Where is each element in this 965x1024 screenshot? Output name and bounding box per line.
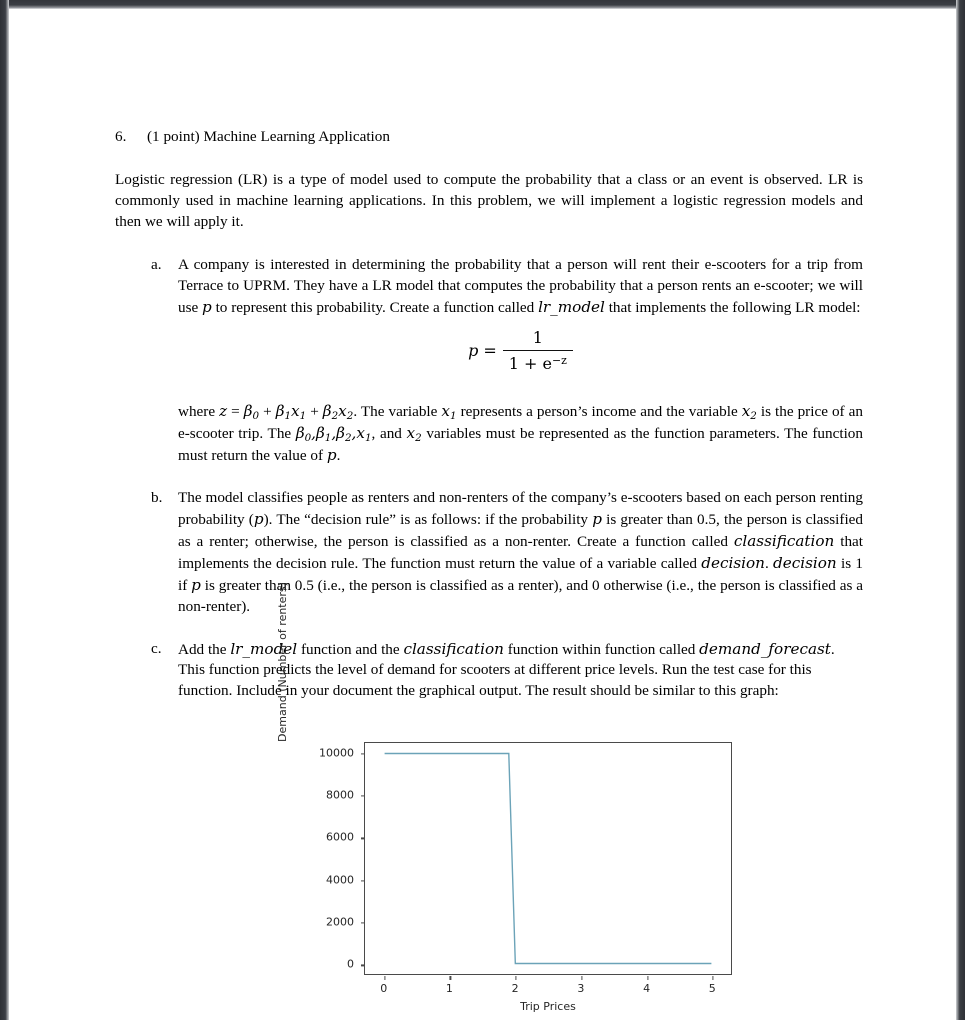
var-p: p [202, 297, 212, 316]
chart-y-tick: 10000 [319, 746, 354, 760]
chart-y-tick: 6000 [326, 830, 354, 844]
equation-inner [468, 327, 573, 376]
chart-x-tick-mark [647, 976, 648, 980]
chart-plot-area [364, 742, 732, 975]
fn-classification: classification [733, 531, 835, 550]
list-item [115, 488, 863, 618]
question-title [147, 127, 390, 148]
document-body [115, 127, 863, 723]
list-item-b-body: The model classifies people as renters and non-renters of the company’s e-scooters based on each person renting probability (p). The “decision rule” is as follows: if the probability p is greater than 0.5, the person is classified as a renter; otherwise, the person is classified as a non-renter. Create a function called classification that implements the decision rule. The function must return the value of a variable called decision. decision is 1 if p is greater than 0.5 (i.e., the person is classified as a renter), and 0 otherwise (i.e., the person is classified as a non-renter). [178, 488, 863, 615]
chart-y-tick: 8000 [326, 788, 354, 802]
denominator-exponent: −z [552, 354, 567, 368]
viewer-right-border [956, 0, 965, 1021]
sub-question-list [115, 255, 863, 703]
var-x2b: $x_2$ [406, 423, 422, 444]
list-marker-a: a. [151, 255, 162, 273]
var-p3: p [253, 509, 264, 528]
viewer-left-border [0, 0, 9, 1021]
chart-x-tick: 3 [577, 982, 585, 995]
fn-decision: decision [701, 553, 765, 572]
list-marker-c: c. [151, 639, 162, 657]
question-title-text: Machine Learning Application [203, 128, 390, 145]
equation-equals: = [483, 340, 497, 360]
chart-y-axis-label: Demand (Number of renters) [276, 582, 289, 742]
fn-decision-2: decision [773, 553, 837, 572]
var-beta2x2: $\beta_2x_2$ [322, 401, 354, 422]
chart-y-tick: 2000 [326, 915, 354, 929]
chart-x-axis-label: Trip Prices [520, 1000, 576, 1013]
var-beta0: $\beta_0$ [243, 401, 260, 422]
question-heading [115, 127, 863, 148]
list-marker-b: b. [151, 488, 163, 506]
chart-y-tick: 4000 [326, 873, 354, 887]
var-beta1x1: $\beta_1x_1$ [275, 401, 307, 422]
chart-x-tick-mark [713, 976, 714, 980]
viewer-bottom-border [0, 1020, 965, 1024]
chart-x-tick: 1 [445, 982, 453, 995]
chart-x-tick-mark [450, 976, 451, 980]
fn-demand-forecast: demand_forecast [699, 639, 831, 658]
var-x1: $x_1$ [441, 401, 457, 422]
fn-lr-model: lr_model [538, 297, 605, 316]
item-a-where-text: where $z = \beta_0 + \beta_1x_1 + \beta_2x_2$. The variable $x_1$ represents a person’s income and the variable $x_2$ is the price of an e-scooter trip. The $\beta_0,\beta_1,\beta_2,x_1$, and $x_2$ variables must be represented as the function parameters. The function must return the value of p. [178, 401, 863, 464]
equation-lhs: p [468, 340, 479, 360]
equation-denominator [503, 351, 573, 375]
list-item-a-body [178, 255, 863, 467]
viewer-top-border [0, 0, 965, 9]
chart-line-demand [385, 753, 712, 963]
denominator-prefix: 1 + e [508, 353, 553, 373]
var-p4: p [592, 509, 602, 528]
chart-x-tick: 5 [708, 982, 716, 995]
chart-x-tick: 0 [380, 982, 388, 995]
var-beta-list: $\beta_0,\beta_1,\beta_2,x_1$ [295, 423, 372, 444]
var-p5: p [191, 575, 201, 594]
equation-numerator: 1 [532, 327, 543, 347]
list-item-c-body: Add the lr_model function and the classification function within function called demand_forecast. This function predicts the level of demand for scooters at different price levels. Run the test case for this function. Include in your document the graphical output. The result should be similar to this graph: [178, 639, 835, 700]
fn-classification-2: classification [403, 639, 504, 658]
lr-equation [178, 323, 863, 379]
chart-x-tick-mark [581, 976, 582, 980]
item-a-text: A company is interested in determining the probability that a person will rent their e-scooters for a trip from Terrace to UPRM. They have a LR model that computes the probability that a person rents an e-scooter; we will use p to represent this probability. Create a function called lr_model that implements the following LR model: [178, 255, 863, 316]
var-p2: p [326, 445, 337, 464]
chart-series-line [365, 743, 731, 974]
var-z: z [219, 401, 228, 420]
chart-x-tick: 2 [511, 982, 519, 995]
list-item [115, 255, 863, 467]
intro-paragraph: Logistic regression (LR) is a type of model used to compute the probability that a class or an event is observed. LR is commonly used in machine learning applications. In this problem, we will implement a logistic regression models and then we will apply it. [115, 170, 863, 230]
chart-y-tick: 0 [347, 957, 354, 971]
equation-fraction [503, 327, 573, 376]
question-points: (1 point) [147, 128, 200, 145]
var-x2: $x_2$ [741, 401, 757, 422]
list-item [115, 639, 863, 703]
chart-x-tick-mark [384, 976, 385, 980]
chart-x-tick: 4 [643, 982, 651, 995]
paper-sheet [9, 9, 956, 1020]
fn-lr-model-2: lr_model [230, 639, 298, 658]
question-number: 6. [115, 128, 127, 145]
chart-x-tick-mark [516, 976, 517, 980]
